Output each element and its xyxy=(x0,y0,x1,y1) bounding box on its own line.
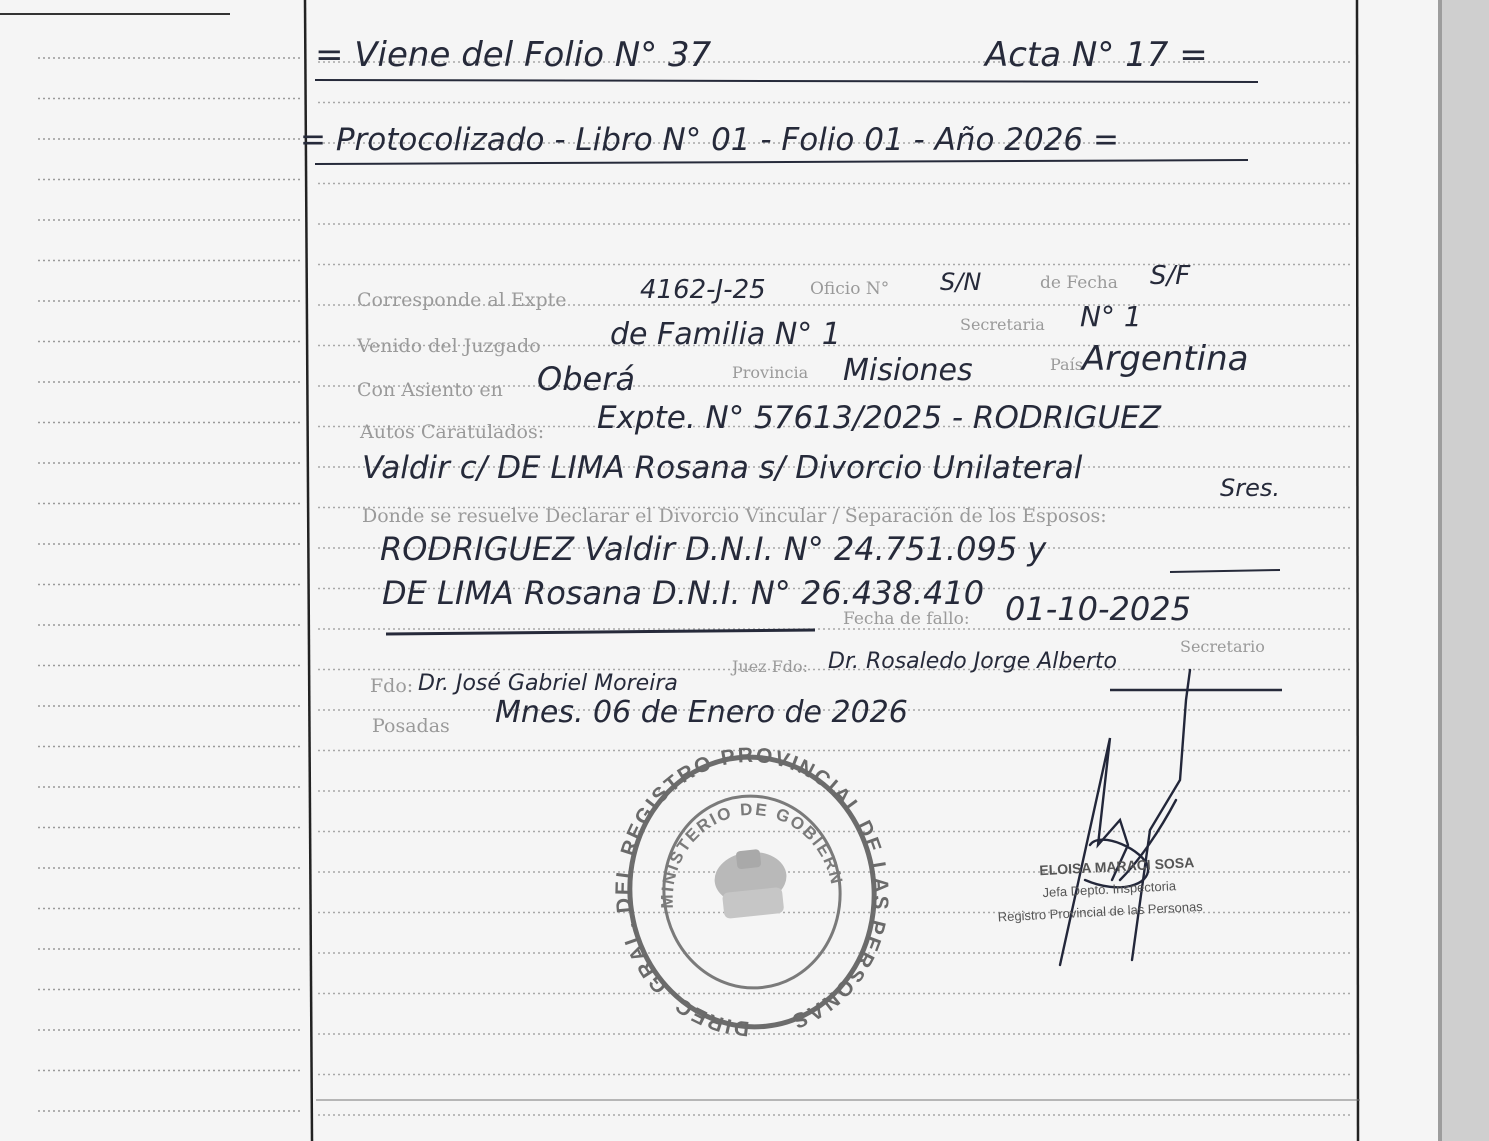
row1-value-expte: 4162-J-25 xyxy=(640,275,766,305)
row9-value-fallo: 01-10-2025 xyxy=(1005,590,1191,628)
right-margin-line xyxy=(1357,0,1358,1141)
seal-outer-text: DIREC. GRAL. DEL REGISTRO PROVINCIAL DE LAS PERSONAS xyxy=(611,743,893,1041)
row3-label-asiento: Con Asiento en xyxy=(357,379,503,401)
row10-value-juez: Dr. José Gabriel Moreira xyxy=(418,671,678,696)
row1-label-expte: Corresponde al Expte xyxy=(357,289,567,311)
row10-label-fdo: Fdo: xyxy=(370,675,414,697)
row2-label-secretaria: Secretaria xyxy=(960,315,1045,334)
row5-value-caratula: Valdir c/ DE LIMA Rosana s/ Divorcio Unilateral xyxy=(362,450,1083,486)
row10-label-secretario: Secretario xyxy=(1180,637,1265,656)
row6-value-sres: Sres. xyxy=(1220,474,1280,502)
header-line-1-right: Acta N° 17 = xyxy=(985,35,1208,75)
row6-label-resuelve: Donde se resuelve Declarar el Divorcio Vincular / Separación de los Esposos: xyxy=(362,505,1107,527)
row2-value-secretaria: N° 1 xyxy=(1080,300,1142,333)
signer-name: ELOISA MARACI SOSA xyxy=(1038,854,1195,879)
row2-value-juzgado: de Familia N° 1 xyxy=(610,317,841,352)
signer-title: Jefa Depto. Inspectoria xyxy=(1042,878,1177,901)
row2-label-juzgado: Venido del Juzgado xyxy=(357,335,541,357)
row10-label-juez-fdo: Juez Fdo: xyxy=(732,657,809,676)
header-line-1-left: = Viene del Folio N° 37 xyxy=(315,35,712,75)
row10-value-secretario: Dr. Rosaledo Jorge Alberto xyxy=(828,649,1117,674)
row9-label-fallo: Fecha de fallo: xyxy=(843,609,970,629)
row3-value-asiento: Oberá xyxy=(537,360,635,398)
row3-value-provincia: Misiones xyxy=(843,353,973,388)
row8-value-esposa: DE LIMA Rosana D.N.I. N° 26.438.410 xyxy=(382,574,985,612)
seal-inner-text: MINISTERIO DE GOBIERNO xyxy=(657,799,847,909)
book-edge-line xyxy=(1438,0,1442,1141)
row3-label-provincia: Provincia xyxy=(732,363,809,382)
row1-value-fecha: S/F xyxy=(1150,261,1191,291)
row1-label-oficio: Oficio N° xyxy=(810,279,890,299)
signer-org: Registro Provincial de las Personas xyxy=(997,898,1204,925)
row7-value-esposo: RODRIGUEZ Valdir D.N.I. N° 24.751.095 y xyxy=(380,530,1047,568)
book-edge xyxy=(1440,0,1489,1141)
row4-label-autos: Autos Caratulados: xyxy=(360,421,545,443)
row11-label-posadas: Posadas xyxy=(372,715,450,737)
row1-value-oficio: S/N xyxy=(940,268,982,296)
row11-value-fecha: Mnes. 06 de Enero de 2026 xyxy=(495,695,908,730)
row4-value-autos: Expte. N° 57613/2025 - RODRIGUEZ xyxy=(597,400,1161,436)
header-line-2: = Protocolizado - Libro N° 01 - Folio 01 - Año 2026 = xyxy=(300,122,1119,158)
row3-label-pais: País xyxy=(1050,355,1083,374)
row3-value-pais: Argentina xyxy=(1082,339,1249,379)
row1-label-fecha: de Fecha xyxy=(1040,273,1118,293)
